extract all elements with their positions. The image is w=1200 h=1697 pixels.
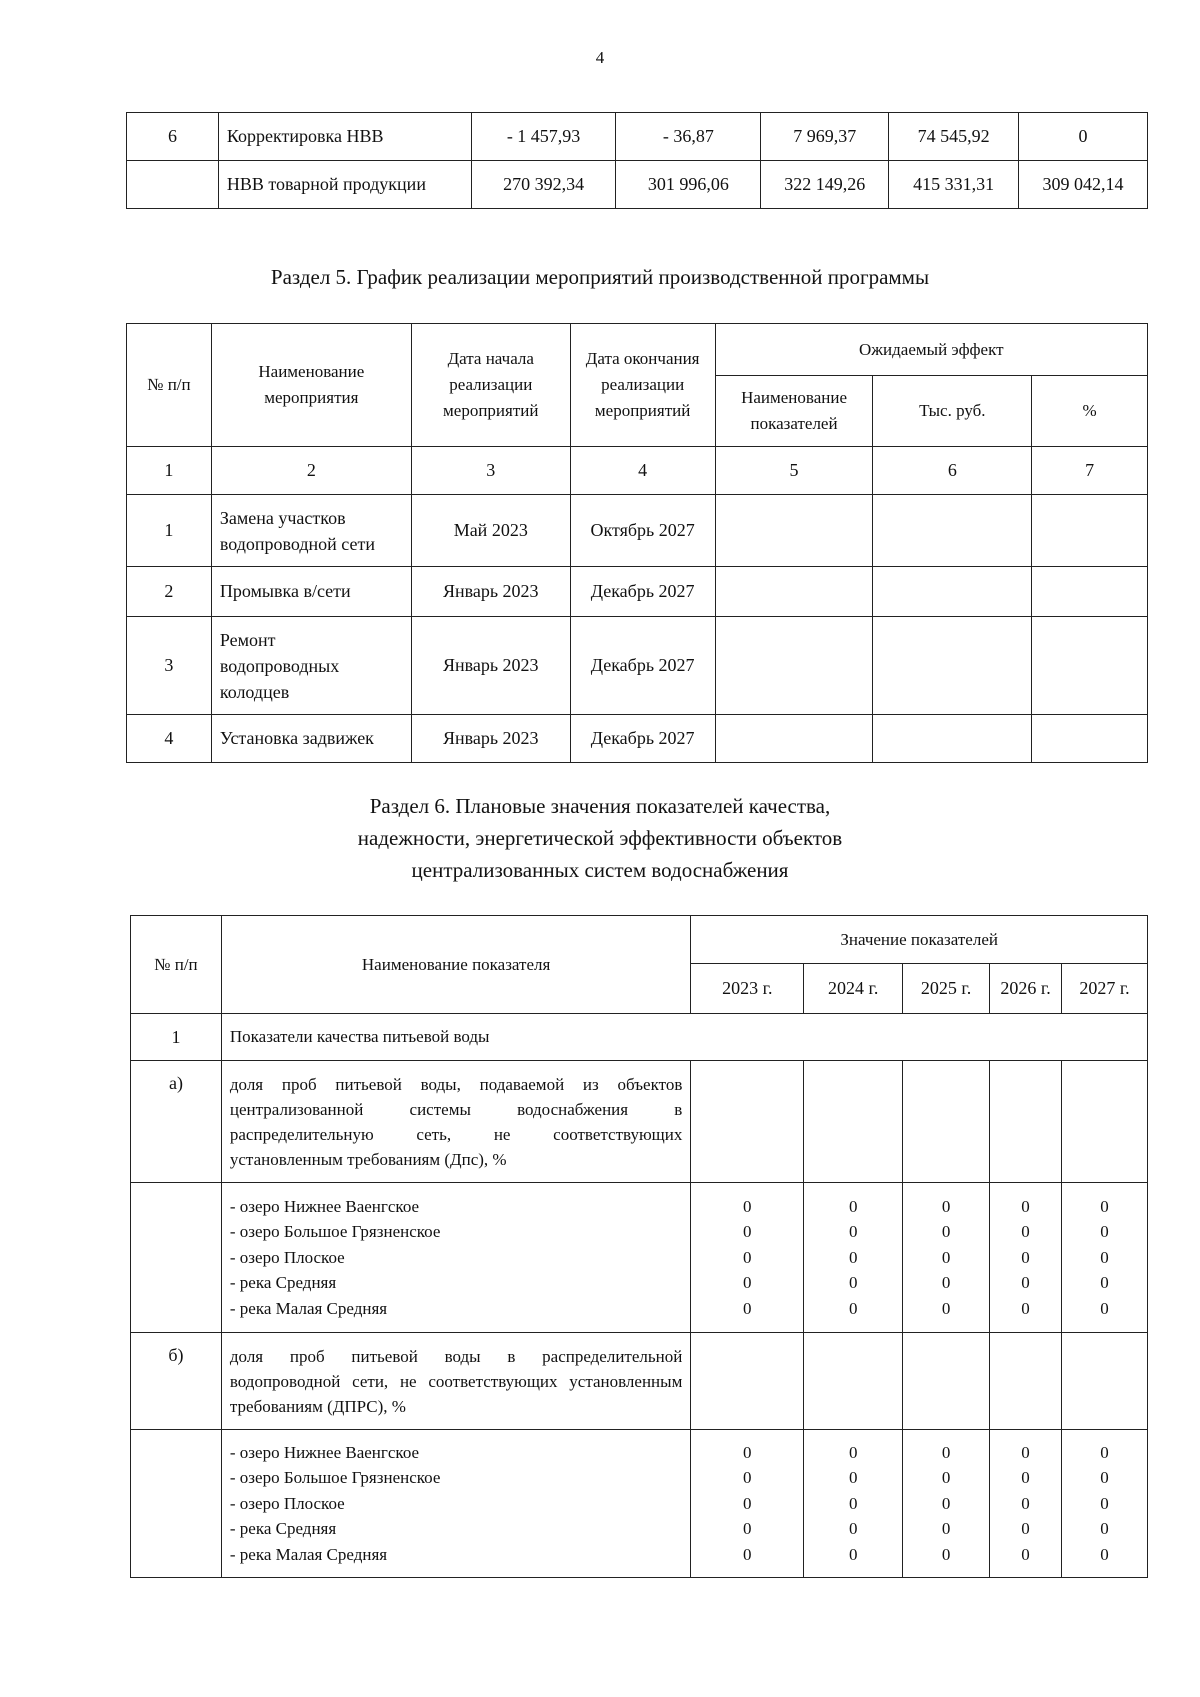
year-values xyxy=(804,1183,903,1333)
value: 0 xyxy=(848,1298,858,1318)
value: 0 xyxy=(848,1273,858,1293)
value: 0 xyxy=(1021,1222,1030,1242)
value: 0 xyxy=(1021,1519,1030,1539)
indicator-row xyxy=(131,1061,1148,1183)
header-year: 2027 г. xyxy=(1062,964,1148,1014)
value: 0 xyxy=(848,1493,858,1513)
source-item: - река Средняя xyxy=(229,1519,337,1539)
section6-title-line: надежности, энергетической эффективности объектов xyxy=(357,826,843,850)
col-number: 3 xyxy=(411,447,570,495)
table-row xyxy=(127,495,1148,567)
source-item: - река Малая Средняя xyxy=(229,1544,388,1564)
value-cell: 309 042,14 xyxy=(1019,161,1148,209)
year-values xyxy=(804,1430,903,1578)
value: 0 xyxy=(743,1442,752,1462)
header-year: 2026 г. xyxy=(990,964,1062,1014)
year-values xyxy=(691,1183,804,1333)
source-item: - река Средняя xyxy=(229,1273,337,1293)
value: 0 xyxy=(941,1544,951,1564)
empty-cell xyxy=(990,1333,1062,1430)
empty-cell xyxy=(903,1061,990,1183)
table-nvv xyxy=(126,112,1148,209)
header-rub: Тыс. руб. xyxy=(873,376,1032,447)
group-row xyxy=(131,1014,1148,1061)
value: 0 xyxy=(1100,1273,1109,1293)
empty-cell xyxy=(1032,617,1148,715)
header-values: Значение показателей xyxy=(691,916,1148,964)
source-item: - озеро Плоское xyxy=(229,1247,345,1267)
empty-cell xyxy=(990,1061,1062,1183)
header-effect: Ожидаемый эффект xyxy=(715,324,1147,376)
group-num: 1 xyxy=(131,1014,222,1061)
empty-cell xyxy=(691,1061,804,1183)
table-row xyxy=(127,113,1148,161)
row-num: 6 xyxy=(127,113,219,161)
value: 0 xyxy=(1021,1493,1030,1513)
row-start: Январь 2023 xyxy=(411,567,570,617)
empty-cell xyxy=(873,715,1032,763)
page-number: 4 xyxy=(595,48,605,67)
col-number: 5 xyxy=(715,447,873,495)
header-percent: % xyxy=(1032,376,1148,447)
header-row xyxy=(127,324,1148,376)
row-start: Май 2023 xyxy=(411,495,570,567)
row-end: Октябрь 2027 xyxy=(570,495,715,567)
header-year: 2023 г. xyxy=(691,964,804,1014)
value: 0 xyxy=(1100,1468,1109,1488)
value: 0 xyxy=(848,1544,858,1564)
header-row xyxy=(131,916,1148,964)
row-start: Январь 2023 xyxy=(411,715,570,763)
value-cell: - 1 457,93 xyxy=(471,113,616,161)
source-item: - озеро Большое Грязненское xyxy=(229,1468,441,1488)
value-cell: 301 996,06 xyxy=(616,161,761,209)
value: 0 xyxy=(848,1196,858,1216)
empty-cell xyxy=(1032,567,1148,617)
value: 0 xyxy=(941,1519,951,1539)
table-row xyxy=(127,617,1148,715)
source-item: - озеро Нижнее Ваенгское xyxy=(229,1196,420,1216)
indicator-row xyxy=(131,1333,1148,1430)
table-row xyxy=(127,161,1148,209)
section6-title xyxy=(0,790,1200,886)
empty-cell xyxy=(873,495,1032,567)
row-end: Декабрь 2027 xyxy=(570,617,715,715)
section6-title-line: централизованных систем водоснабжения xyxy=(411,858,789,882)
source-item: - озеро Нижнее Ваенгское xyxy=(229,1442,420,1462)
value: 0 xyxy=(941,1468,951,1488)
indicator-text: доля проб питьевой воды, подаваемой из объектов централизованной системы водоснабжения в распределительную сеть, не соответствующих установленным требованиям (Дпс), % xyxy=(221,1061,690,1183)
value: 0 xyxy=(941,1222,951,1242)
value: 0 xyxy=(941,1196,951,1216)
value: 0 xyxy=(941,1273,951,1293)
value: 0 xyxy=(1021,1298,1030,1318)
col-number: 2 xyxy=(211,447,411,495)
year-values xyxy=(903,1183,990,1333)
empty-cell xyxy=(873,617,1032,715)
year-values xyxy=(691,1430,804,1578)
value: 0 xyxy=(848,1468,858,1488)
value: 0 xyxy=(1100,1544,1109,1564)
table-section5 xyxy=(126,323,1148,763)
group-name: Показатели качества питьевой воды xyxy=(221,1014,1147,1061)
col-number: 7 xyxy=(1032,447,1148,495)
indicator-text: доля проб питьевой воды в распределительной водопроводной сети, не соответствующих установленным требованиям (ДПРС), % xyxy=(221,1333,690,1430)
row-name: Промывка в/сети xyxy=(211,567,411,617)
value: 0 xyxy=(1021,1247,1030,1267)
col-number: 1 xyxy=(127,447,212,495)
value: 0 xyxy=(1100,1519,1109,1539)
source-item: - озеро Плоское xyxy=(229,1493,345,1513)
empty-cell xyxy=(903,1333,990,1430)
header-year: 2024 г. xyxy=(804,964,903,1014)
value: 0 xyxy=(743,1493,752,1513)
source-list xyxy=(221,1183,690,1333)
section5-title: Раздел 5. График реализации мероприятий производственной программы xyxy=(270,265,930,289)
row-end: Декабрь 2027 xyxy=(570,567,715,617)
value: 0 xyxy=(1100,1298,1109,1318)
value: 0 xyxy=(743,1298,752,1318)
table-row xyxy=(127,715,1148,763)
item-label: б) xyxy=(131,1333,222,1430)
table-row xyxy=(127,567,1148,617)
value-cell: 270 392,34 xyxy=(471,161,616,209)
row-start: Январь 2023 xyxy=(411,617,570,715)
col-number: 4 xyxy=(570,447,715,495)
value: 0 xyxy=(1100,1493,1109,1513)
value-cell: 7 969,37 xyxy=(761,113,889,161)
row-num: 2 xyxy=(127,567,212,617)
value: 0 xyxy=(941,1247,951,1267)
value: 0 xyxy=(848,1442,858,1462)
values-row xyxy=(131,1183,1148,1333)
value: 0 xyxy=(743,1273,752,1293)
empty-cell xyxy=(715,715,873,763)
value: 0 xyxy=(1021,1273,1030,1293)
header-name: Наименование мероприятия xyxy=(211,324,411,447)
header-start: Дата начала реализации мероприятий xyxy=(411,324,570,447)
section6-title-line: Раздел 6. Плановые значения показателей качества, xyxy=(369,794,831,818)
value-cell: - 36,87 xyxy=(616,113,761,161)
row-name: Замена участков водопроводной сети xyxy=(211,495,411,567)
empty-cell xyxy=(131,1430,222,1578)
value-cell: 322 149,26 xyxy=(761,161,889,209)
values-row xyxy=(131,1430,1148,1578)
value: 0 xyxy=(941,1442,951,1462)
value: 0 xyxy=(743,1247,752,1267)
source-item: - река Малая Средняя xyxy=(229,1298,388,1318)
value-cell: 415 331,31 xyxy=(889,161,1019,209)
table-section6 xyxy=(130,915,1148,1578)
empty-cell xyxy=(691,1333,804,1430)
empty-cell xyxy=(715,617,873,715)
value: 0 xyxy=(743,1468,752,1488)
value: 0 xyxy=(743,1222,752,1242)
value: 0 xyxy=(1100,1222,1109,1242)
year-values xyxy=(990,1183,1062,1333)
value: 0 xyxy=(941,1493,951,1513)
year-values xyxy=(1062,1183,1148,1333)
value: 0 xyxy=(941,1298,951,1318)
row-name: Установка задвижек xyxy=(211,715,411,763)
value: 0 xyxy=(1021,1196,1030,1216)
value: 0 xyxy=(743,1544,752,1564)
value: 0 xyxy=(848,1222,858,1242)
header-num: № п/п xyxy=(127,324,212,447)
header-name: Наименование показателя xyxy=(221,916,690,1014)
header-year: 2025 г. xyxy=(903,964,990,1014)
row-num: 3 xyxy=(127,617,212,715)
year-values xyxy=(903,1430,990,1578)
row-num: 4 xyxy=(127,715,212,763)
year-values xyxy=(1062,1430,1148,1578)
empty-cell xyxy=(873,567,1032,617)
empty-cell xyxy=(1062,1333,1148,1430)
value: 0 xyxy=(1021,1442,1030,1462)
year-values xyxy=(990,1430,1062,1578)
header-indicator: Наименование показателей xyxy=(715,376,873,447)
row-name: Ремонт водопроводных колодцев xyxy=(211,617,411,715)
row-num: 1 xyxy=(127,495,212,567)
empty-cell xyxy=(804,1061,903,1183)
value: 0 xyxy=(848,1247,858,1267)
empty-cell xyxy=(1062,1061,1148,1183)
empty-cell xyxy=(1032,495,1148,567)
row-name: Корректировка НВВ xyxy=(218,113,471,161)
value: 0 xyxy=(1021,1544,1030,1564)
empty-cell xyxy=(131,1183,222,1333)
column-number-row xyxy=(127,447,1148,495)
value: 0 xyxy=(1100,1247,1109,1267)
value: 0 xyxy=(743,1519,752,1539)
value: 0 xyxy=(743,1196,752,1216)
col-number: 6 xyxy=(873,447,1032,495)
item-label: а) xyxy=(131,1061,222,1183)
value: 0 xyxy=(848,1519,858,1539)
source-item: - озеро Большое Грязненское xyxy=(229,1222,441,1242)
header-end: Дата окончания реализации мероприятий xyxy=(570,324,715,447)
empty-cell xyxy=(715,495,873,567)
empty-cell xyxy=(1032,715,1148,763)
row-name: НВВ товарной продукции xyxy=(218,161,471,209)
value: 0 xyxy=(1100,1196,1109,1216)
source-list xyxy=(221,1430,690,1578)
value: 0 xyxy=(1021,1468,1030,1488)
value: 0 xyxy=(1100,1442,1109,1462)
value-cell: 74 545,92 xyxy=(889,113,1019,161)
row-num xyxy=(127,161,219,209)
header-num: № п/п xyxy=(131,916,222,1014)
value-cell: 0 xyxy=(1019,113,1148,161)
empty-cell xyxy=(715,567,873,617)
empty-cell xyxy=(804,1333,903,1430)
row-end: Декабрь 2027 xyxy=(570,715,715,763)
